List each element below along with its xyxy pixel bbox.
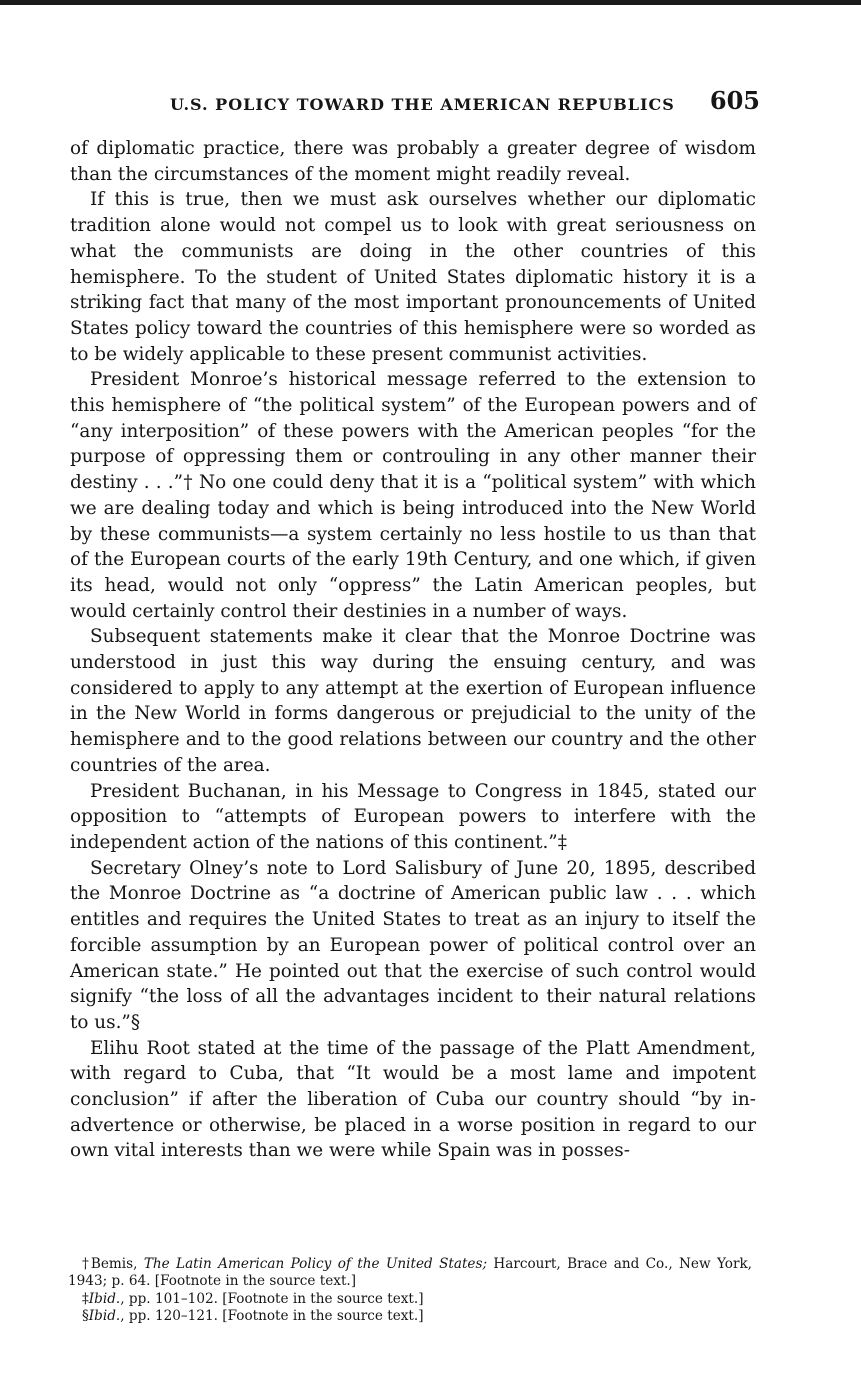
paragraph: Subsequent statements make it clear that the Monroe Doctrine was understood in just this way during the ensuing century, and was considered to apply to any attempt at the exertion of European influence in the New World in forms dangerous or prejudicial to the unity of the hemisphere and to the good relations between our country and the other countries of the area. [70,626,756,776]
paragraph: If this is true, then we must ask ourselves whether our diplomatic tradition alone would not compel us to look with great seriousness on what the communists are doing in the other countries of this hemisphere. To the student of United States diplomatic history it is a striking fact that many of the most important pronouncements of United States policy toward the countries of this hemisphere were so worded as to be widely applicable to these present communist activities. [70,189,756,365]
footnote-title: The Latin American Policy of the United States; [143,1256,488,1272]
footnote-mark: † [82,1256,91,1272]
top-border-rule [0,0,861,5]
paragraph: Elihu Root stated at the time of the passage of the Platt Amendment, with regard to Cuba, that “It would be a most lame and impotent conclusion” if after the liberation of Cuba our country should “by inadvertence or otherwise, be placed in a worse position in regard to our own vital interests than we were while Spain was in posses- [70,1037,756,1162]
page-number: 605 [709,86,760,115]
footnote [68,1308,752,1325]
footnote-mark: ‡ [82,1290,89,1307]
paragraph: Secretary Olney’s note to Lord Salisbury of June 20, 1895, described the Monroe Doctrine as “a doctrine of American public law . . . which entitles and requires the United States to treat as an injury to itself the forcible assumption by an European power of political control over an American state.” He pointed out that the exercise of such control would signify “the loss of all the advantages incident to their natural relations to us.”§ [70,857,756,1033]
footnote [68,1291,752,1308]
footnote-author: Bemis, [90,1256,144,1272]
footnote-title: Ibid. [88,1307,121,1324]
footnote-citation: , pp. 101–102. [Footnote in the source text.] [120,1290,424,1307]
body-text [70,136,756,1164]
page-header [70,86,760,122]
footnote-mark: § [82,1307,89,1324]
footnote [68,1256,752,1291]
footnote-citation: Harcourt, Brace and Co., New York, 1943; p. 64. [Footnote in the source text.] [68,1256,753,1290]
footnote-citation: , pp. 120–121. [Footnote in the source text.] [120,1307,424,1324]
paragraph: President Buchanan, in his Message to Congress in 1845, stated our opposition to “attempts of European powers to interfere with the independent action of the nations of this continent.”‡ [70,780,756,853]
footnotes [68,1256,752,1325]
footnote-title: Ibid. [88,1290,121,1307]
paragraph: President Monroe’s historical message referred to the extension to this hemisphere of “the political system” of the European powers and of “any interposition” of these powers with the American peoples “for the purpose of oppressing them or controuling in any other manner their destiny . . .”† No one could deny that it is a “political system” with which we are dealing today and which is being introduced into the New World by these communists—a system certainly no less hostile to us than that of the European courts of the early 19th Century, and one which, if given its head, would not only “oppress” the Latin American peoples, but would certainly control their destinies in a number of ways. [70,369,756,622]
running-title: U.S. POLICY TOWARD THE AMERICAN REPUBLICS [170,95,675,114]
paragraph: of diplomatic practice, there was probably a greater degree of wisdom than the circumstances of the moment might readily reveal. [70,138,756,185]
